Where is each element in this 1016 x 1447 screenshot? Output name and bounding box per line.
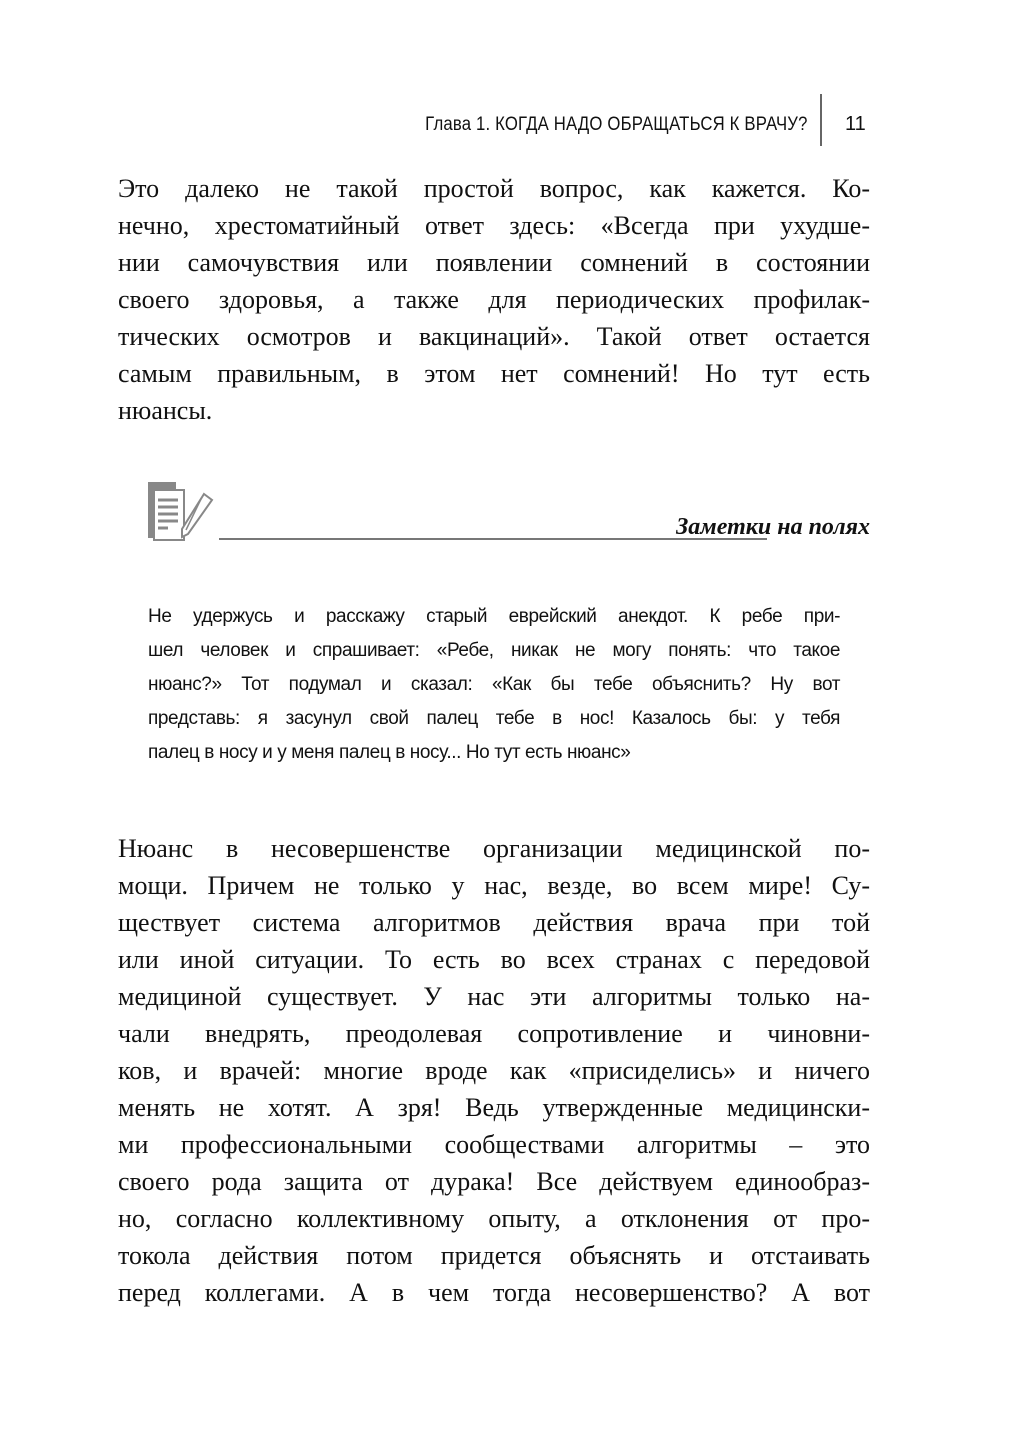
paragraph-1: [118, 170, 870, 429]
text-line: нечно, хрестоматийный ответ здесь: «Всегда при ухудше-: [118, 211, 870, 240]
paragraph-2: [118, 830, 870, 1311]
text-line: Нюанс в несовершенстве организации медицинской по-: [118, 834, 870, 863]
note-line: палец в носу и у меня палец в носу... Но тут есть нюанс»: [148, 742, 631, 763]
notes-pencil-icon: [146, 482, 236, 542]
text-line: Это далеко не такой простой вопрос, как кажется. Ко-: [118, 174, 870, 203]
note-line: нюанс?» Тот подумал и сказал: «Как бы тебе объяснить? Ну вот: [148, 674, 840, 695]
text-line: чали внедрять, преодолевая сопротивление и чиновни-: [118, 1019, 870, 1048]
running-title: Глава 1. КОГДА НАДО ОБРАЩАТЬСЯ К ВРАЧУ?: [425, 114, 808, 135]
margin-notes-header: [146, 482, 870, 552]
note-line: шел человек и спрашивает: «Ребе, никак не могу понять: что такое: [148, 640, 840, 661]
text-line: мощи. Причем не только у нас, везде, во всем мире! Су-: [118, 871, 870, 900]
note-line: Не удержусь и расскажу старый еврейский анекдот. К ребе при-: [148, 606, 840, 627]
running-header: [0, 108, 1016, 148]
text-line: перед коллегами. А в чем тогда несовершенство? А вот: [118, 1278, 870, 1307]
text-line: своего рода защита от дурака! Все действуем единообраз-: [118, 1167, 870, 1196]
text-line: нии самочувствия или появлении сомнений в состоянии: [118, 248, 870, 277]
text-line: но, согласно коллективному опыту, а отклонения от про-: [118, 1204, 870, 1233]
text-line: нюансы.: [118, 396, 213, 425]
text-line: токола действия потом придется объяснять и отстаивать: [118, 1241, 870, 1270]
text-line: своего здоровья, а также для периодических профилак-: [118, 285, 870, 314]
text-line: ков, и врачей: многие вроде как «присиделись» и ничего: [118, 1056, 870, 1085]
text-line: самым правильным, в этом нет сомнений! Но тут есть: [118, 359, 870, 388]
text-line: медициной существует. У нас эти алгоритмы только на-: [118, 982, 870, 1011]
text-line: тических осмотров и вакцинаций». Такой ответ остается: [118, 322, 870, 351]
header-divider: [820, 94, 822, 146]
text-line: или иной ситуации. То есть во всех странах с передовой: [118, 945, 870, 974]
page-number: 11: [845, 113, 866, 135]
text-line: ществует система алгоритмов действия врача при той: [118, 908, 870, 937]
text-line: ми профессиональными сообществами алгоритмы – это: [118, 1130, 870, 1159]
text-line: менять не хотят. А зря! Ведь утвержденные медицински-: [118, 1093, 870, 1122]
note-line: представь: я засунул свой палец тебе в нос! Казалось бы: у тебя: [148, 708, 840, 729]
margin-notes-body: [148, 600, 840, 770]
notes-title: Заметки на полях: [676, 514, 870, 540]
